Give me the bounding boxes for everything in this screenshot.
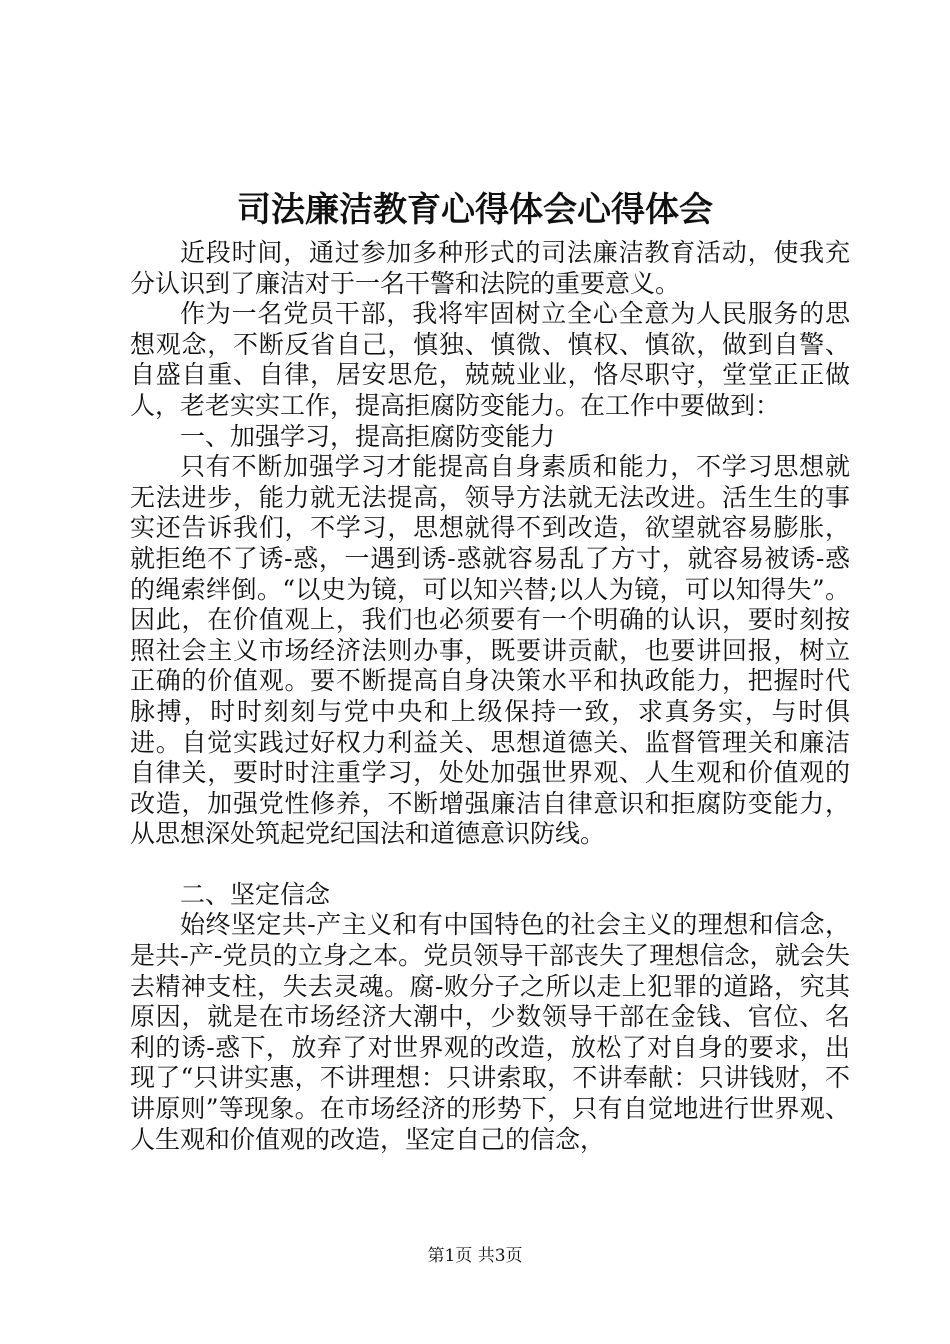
section-heading-2: 二、坚定信念	[180, 879, 331, 909]
paragraph-belief: 始终坚定共-产主义和有中国特色的社会主义的理想和信念，是共-产-党员的立身之本。党员领导干部丧失了理想信念，就会失去精神支柱，失去灵魂。腐-败分子之所以走上犯罪的道路，究其原因，就是在市场经济大潮中，少数领导干部在金钱、官位、名利的诱-惑下，放弃了对世界观的改造，放松了对自身的要求，出现了“只讲实惠，不讲理想：只讲索取，不讲奉献：只讲钱财，不讲原则”等现象。在市场经济的形势下，只有自觉地进行世界观、人生观和价值观的改造，坚定自己的信念，	[130, 910, 850, 1154]
paragraph-intro: 近段时间，通过参加多种形式的司法廉洁教育活动，使我充分认识到了廉洁对于一名干警和法院的重要意义。	[130, 238, 850, 298]
section-heading-1: 一、加强学习，提高拒腐防变能力	[180, 421, 556, 451]
paragraph-commitment: 作为一名党员干部，我将牢固树立全心全意为人民服务的思想观念，不断反省自己，慎独、慎微、慎权、慎欲，做到自警、自盛自重、自律，居安思危，兢兢业业，恪尽职守，堂堂正正做人，老老实实工作，提高拒腐防变能力。在工作中要做到：	[130, 299, 850, 420]
document-title: 司法廉洁教育心得体会心得体会	[237, 190, 713, 230]
document-body	[130, 238, 850, 1155]
page-footer: 第1页 共3页	[427, 1246, 523, 1266]
paragraph-study: 只有不断加强学习才能提高自身素质和能力，不学习思想就无法进步，能力就无法提高，领导方法就无法改进。活生生的事实还告诉我们，不学习，思想就得不到改造，欲望就容易膨胀，就拒绝不了诱-惑，一遇到诱-惑就容易乱了方寸，就容易被诱-惑的绳索绊倒。“以史为镜，可以知兴替;以人为镜，可以知得失”。因此，在价值观上，我们也必须要有一个明确的认识，要时刻按照社会主义市场经济法则办事，既要讲贡献，也要讲回报，树立正确的价值观。要不断提高自身决策水平和执政能力，把握时代脉搏，时时刻刻与党中央和上级保持一致，求真务实，与时俱进。自觉实践过好权力利益关、思想道德关、监督管理关和廉洁自律关，要时时注重学习，处处加强世界观、人生观和价值观的改造，加强党性修养，不断增强廉洁自律意识和拒腐防变能力，从思想深处筑起党纪国法和道德意识防线。	[130, 452, 850, 849]
